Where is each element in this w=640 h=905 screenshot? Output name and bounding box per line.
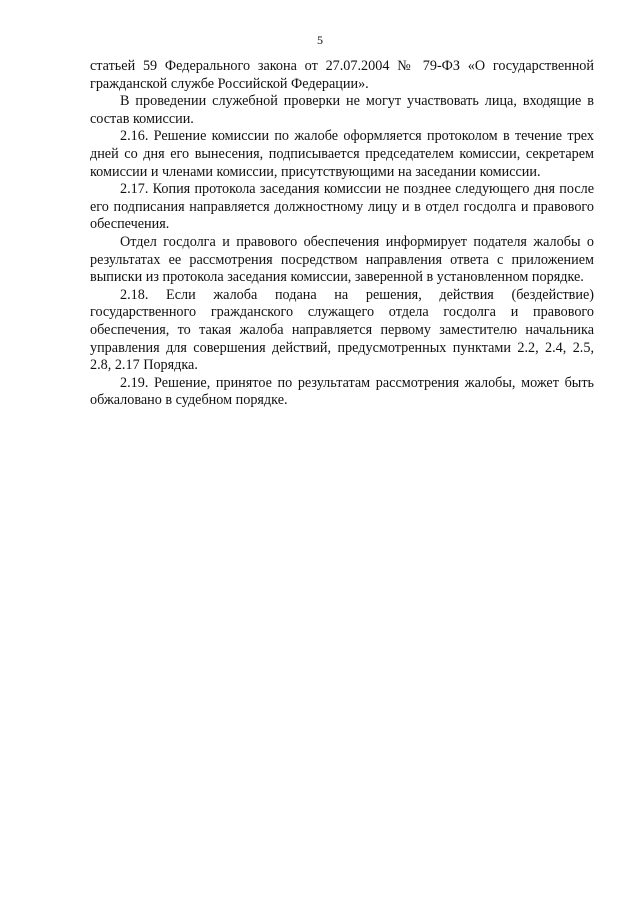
paragraph-continuation: статьей 59 Федерального закона от 27.07.2004 № 79-ФЗ «О государственной гражданской службе Российской Федерации». bbox=[90, 58, 594, 92]
document-body bbox=[90, 58, 594, 410]
paragraph-2-19: 2.19. Решение, принятое по результатам рассмотрения жалобы, может быть обжаловано в судебном порядке. bbox=[90, 374, 594, 409]
paragraph-2-17: 2.17. Копия протокола заседания комиссии не позднее следующего дня после его подписания направляется должностному лицу и в отдел госдолга и правового обеспечения. bbox=[90, 181, 594, 233]
paragraph-2-16: 2.16. Решение комиссии по жалобе оформляется протоколом в течение трех дней со дня его вынесения, подписывается председателем комиссии, секретарем комиссии и членами комиссии, присутствующими на заседании комиссии. bbox=[90, 128, 594, 180]
paragraph-commission-members: В проведении служебной проверки не могут участвовать лица, входящие в состав комиссии. bbox=[90, 93, 594, 127]
page-number: 5 bbox=[317, 33, 323, 47]
paragraph-notification: Отдел госдолга и правового обеспечения информирует подателя жалобы о результатах ее рассмотрения посредством направления ответа с приложением выписки из протокола заседания комиссии, заверенной в установленном порядке. bbox=[90, 233, 594, 286]
paragraph-2-18: 2.18. Если жалоба подана на решения, действия (бездействие) государственного гражданского служащего отдела госдолга и правового обеспечения, то такая жалоба направляется первому заместителю начальника управления для совершения действий, предусмотренных пунктами 2.2, 2.4, 2.5, 2.8, 2.17 Порядка. bbox=[90, 286, 594, 374]
